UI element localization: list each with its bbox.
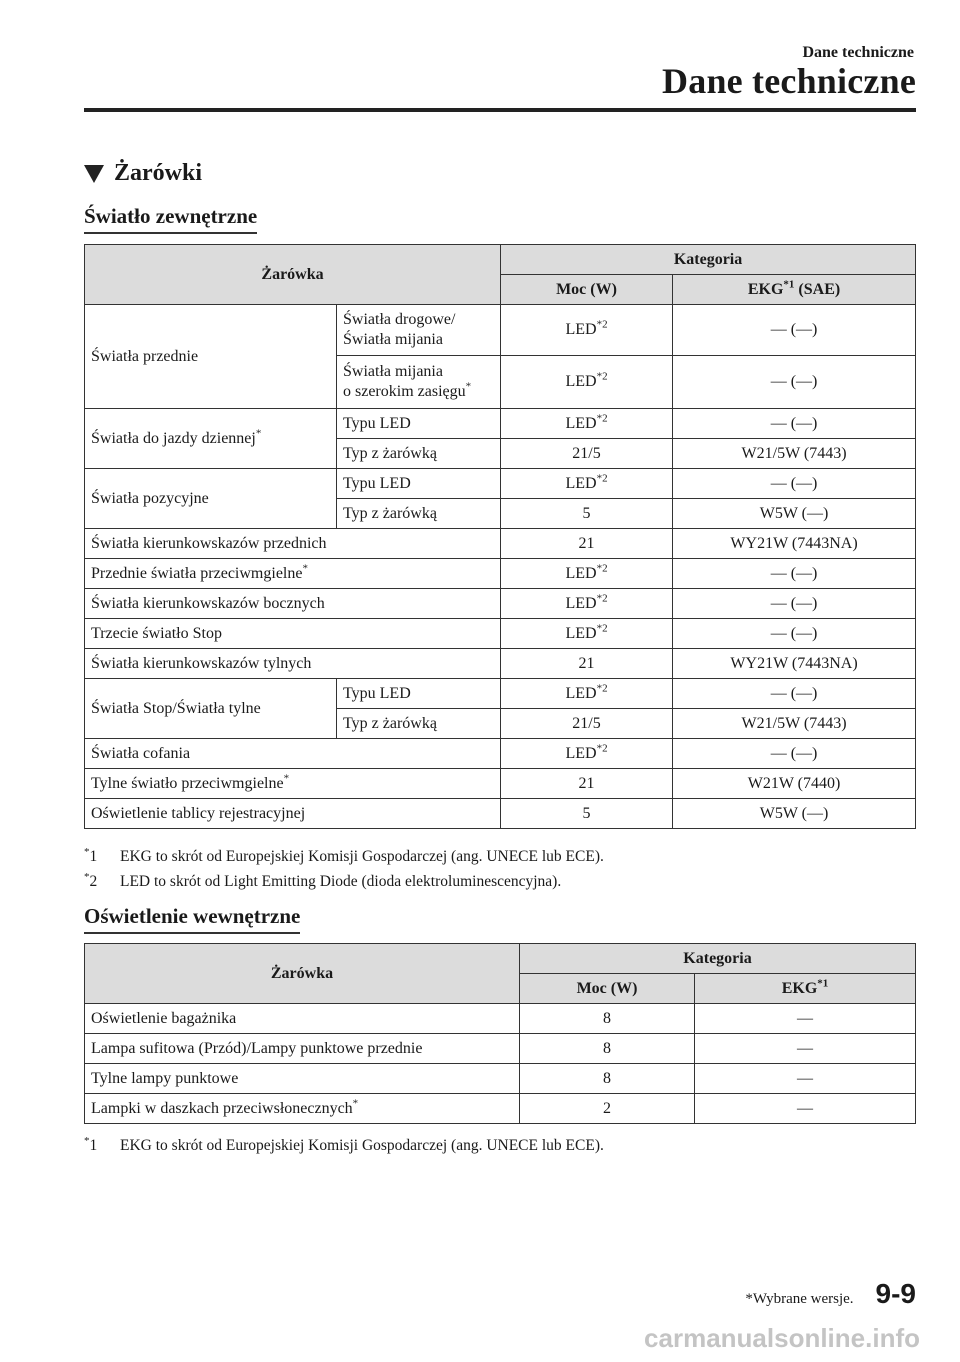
section-title bbox=[84, 160, 202, 187]
exterior-bulbs-table bbox=[84, 244, 916, 829]
col-header-ekg: EKG$^{*1}$ bbox=[695, 974, 916, 1004]
table-row bbox=[85, 799, 916, 829]
table-row bbox=[85, 589, 916, 619]
header-rule bbox=[84, 108, 916, 112]
table-row bbox=[85, 1094, 916, 1124]
power-cell: 5 bbox=[501, 499, 673, 529]
ekg-cell: — (—) bbox=[673, 739, 916, 769]
ekg-cell: — (—) bbox=[673, 589, 916, 619]
ekg-cell: — (—) bbox=[673, 305, 916, 356]
row-label: Światła przednie bbox=[85, 305, 337, 409]
power-cell: 21 bbox=[501, 529, 673, 559]
row-label: Przednie światła przeciwmgielne* bbox=[85, 559, 501, 589]
page-footer bbox=[745, 1278, 916, 1310]
interior-bulbs-table bbox=[84, 943, 916, 1124]
power-cell: LED$^{*2}$ bbox=[501, 589, 673, 619]
power-cell: 21/5 bbox=[501, 439, 673, 469]
row-sublabel: Typ z żarówką bbox=[337, 439, 501, 469]
footnote-1: *1 EKG to skrót od Europejskiej Komisji Gospodarczej (ang. UNECE lub ECE). bbox=[84, 845, 604, 865]
col-header-ekg: EKG$^{*1}$ (SAE) bbox=[673, 275, 916, 305]
watermark: carmanualsonline.info bbox=[644, 1323, 920, 1353]
row-label: Światła kierunkowskazów przednich bbox=[85, 529, 501, 559]
footnote-2: *2 LED to skrót od Light Emitting Diode (dioda elektroluminescencyjna). bbox=[84, 870, 562, 890]
row-label: Światła kierunkowskazów tylnych bbox=[85, 649, 501, 679]
row-sublabel: Światła drogowe/ Światła mijania bbox=[337, 305, 501, 356]
ekg-cell: W21/5W (7443) bbox=[673, 439, 916, 469]
ekg-cell: — (—) bbox=[673, 356, 916, 409]
power-cell: LED$^{*2}$ bbox=[501, 409, 673, 439]
col-header-bulb: Żarówka bbox=[85, 245, 501, 305]
footnote-text: EKG to skrót od Europejskiej Komisji Gospodarczej (ang. UNECE lub ECE). bbox=[120, 848, 604, 865]
table-row bbox=[85, 305, 916, 356]
footnote-text: EKG to skrót od Europejskiej Komisji Gospodarczej (ang. UNECE lub ECE). bbox=[120, 1137, 604, 1154]
ekg-cell: — bbox=[695, 1034, 916, 1064]
table-row bbox=[85, 409, 916, 439]
power-cell: 8 bbox=[520, 1034, 695, 1064]
table-row bbox=[85, 469, 916, 499]
ekg-cell: W5W (—) bbox=[673, 499, 916, 529]
power-cell: LED$^{*2}$ bbox=[501, 559, 673, 589]
header-section-title: Dane techniczne bbox=[662, 61, 916, 101]
table-row bbox=[85, 1064, 916, 1094]
row-sublabel: Światła mijania o szerokim zasięgu* bbox=[337, 356, 501, 409]
power-cell: 2 bbox=[520, 1094, 695, 1124]
col-header-bulb: Żarówka bbox=[85, 944, 520, 1004]
ekg-cell: — bbox=[695, 1094, 916, 1124]
col-header-category: Kategoria bbox=[501, 245, 916, 275]
power-cell: 8 bbox=[520, 1064, 695, 1094]
table-row bbox=[85, 529, 916, 559]
ekg-cell: — (—) bbox=[673, 619, 916, 649]
row-label: Światła Stop/Światła tylne bbox=[85, 679, 337, 739]
page-number: 9-9 bbox=[875, 1278, 916, 1309]
col-header-category: Kategoria bbox=[520, 944, 916, 974]
power-cell: 21/5 bbox=[501, 709, 673, 739]
row-sublabel: Typ z żarówką bbox=[337, 499, 501, 529]
row-label: Światła kierunkowskazów bocznych bbox=[85, 589, 501, 619]
table-row bbox=[85, 649, 916, 679]
table-row bbox=[85, 1034, 916, 1064]
power-cell: LED$^{*2}$ bbox=[501, 739, 673, 769]
ekg-cell: — (—) bbox=[673, 469, 916, 499]
power-cell: LED$^{*2}$ bbox=[501, 619, 673, 649]
header-section-small: Dane techniczne bbox=[802, 44, 914, 61]
table-row bbox=[85, 619, 916, 649]
table-row bbox=[85, 769, 916, 799]
row-label: Lampa sufitowa (Przód)/Lampy punktowe przednie bbox=[85, 1034, 520, 1064]
row-label: Trzecie światło Stop bbox=[85, 619, 501, 649]
ekg-cell: W21/5W (7443) bbox=[673, 709, 916, 739]
row-sublabel: Typu LED bbox=[337, 679, 501, 709]
interior-subtitle: Oświetlenie wewnętrzne bbox=[84, 904, 300, 934]
power-cell: 8 bbox=[520, 1004, 695, 1034]
table-row bbox=[85, 679, 916, 709]
power-cell: LED$^{*2}$ bbox=[501, 679, 673, 709]
ekg-cell: — bbox=[695, 1064, 916, 1094]
row-sublabel: Typ z żarówką bbox=[337, 709, 501, 739]
power-cell: 5 bbox=[501, 799, 673, 829]
col-header-power: Moc (W) bbox=[501, 275, 673, 305]
row-label: Lampki w daszkach przeciwsłonecznych* bbox=[85, 1094, 520, 1124]
row-sublabel: Typu LED bbox=[337, 409, 501, 439]
power-cell: LED$^{*2}$ bbox=[501, 305, 673, 356]
col-header-power: Moc (W) bbox=[520, 974, 695, 1004]
row-label: Światła do jazdy dziennej* bbox=[85, 409, 337, 469]
footnote-interior-1: *1 EKG to skrót od Europejskiej Komisji Gospodarczej (ang. UNECE lub ECE). bbox=[84, 1134, 604, 1154]
ekg-cell: W5W (—) bbox=[673, 799, 916, 829]
row-label: Tylne światło przeciwmgielne* bbox=[85, 769, 501, 799]
ekg-cell: WY21W (7443NA) bbox=[673, 649, 916, 679]
ekg-cell: WY21W (7443NA) bbox=[673, 529, 916, 559]
ekg-cell: — bbox=[695, 1004, 916, 1034]
row-label: Światła pozycyjne bbox=[85, 469, 337, 529]
triangle-down-icon bbox=[84, 165, 104, 183]
row-sublabel: Typu LED bbox=[337, 469, 501, 499]
power-cell: LED$^{*2}$ bbox=[501, 356, 673, 409]
footer-note: *Wybrane wersje. bbox=[745, 1291, 854, 1307]
table-row bbox=[85, 1004, 916, 1034]
power-cell: 21 bbox=[501, 769, 673, 799]
section-title-text: Żarówki bbox=[114, 160, 203, 186]
row-label: Oświetlenie bagażnika bbox=[85, 1004, 520, 1034]
row-label: Światła cofania bbox=[85, 739, 501, 769]
power-cell: LED$^{*2}$ bbox=[501, 469, 673, 499]
row-label: Tylne lampy punktowe bbox=[85, 1064, 520, 1094]
ekg-cell: — (—) bbox=[673, 559, 916, 589]
footnote-text: LED to skrót od Light Emitting Diode (dioda elektroluminescencyjna). bbox=[120, 873, 562, 890]
table-row bbox=[85, 739, 916, 769]
power-cell: 21 bbox=[501, 649, 673, 679]
ekg-cell: W21W (7440) bbox=[673, 769, 916, 799]
ekg-cell: — (—) bbox=[673, 409, 916, 439]
exterior-subtitle: Światło zewnętrzne bbox=[84, 204, 257, 234]
row-label: Oświetlenie tablicy rejestracyjnej bbox=[85, 799, 501, 829]
ekg-cell: — (—) bbox=[673, 679, 916, 709]
table-row bbox=[85, 559, 916, 589]
